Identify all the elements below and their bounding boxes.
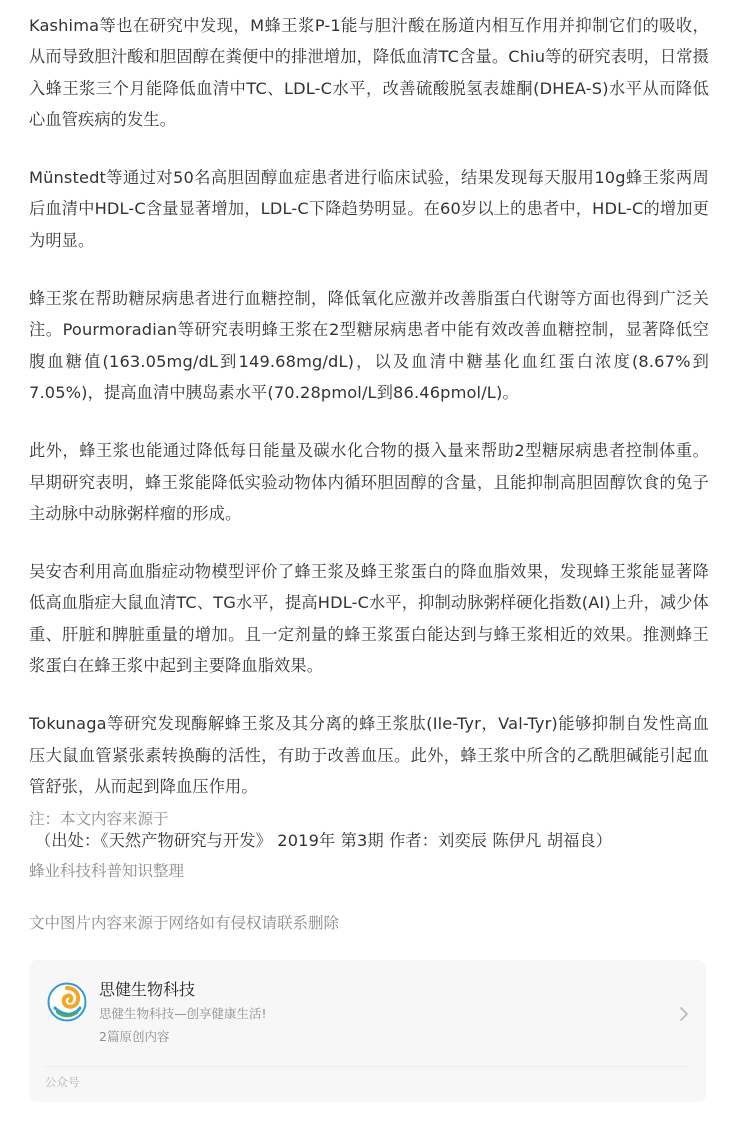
logo-icon xyxy=(47,982,87,1022)
card-divider xyxy=(45,1066,690,1067)
article-body xyxy=(29,10,709,884)
note-source-line: 注：本文内容来源于 xyxy=(29,810,169,828)
paragraph-weight: 此外，蜂王浆也能通过降低每日能量及碳水化合物的摄入量来帮助2型糖尿病患者控制体重。早期研究表明，蜂王浆能降低实验动物体内循环胆固醇的含量，且能抑制高胆固醇饮食的兔子主动脉中动脉粥样瘤的形成。 xyxy=(29,441,709,523)
account-description: 思健生物科技—创享健康生活! xyxy=(99,1006,267,1021)
paragraph-diabetes: 蜂王浆在帮助糖尿病患者进行血糖控制，降低氧化应激并改善脂蛋白代谢等方面也得到广泛关注。Pourmoradian等研究表明蜂王浆在2型糖尿病患者中能有效改善血糖控制，显著降低空腹血糖值(163.05mg/dL到149.68mg/dL)，以及血清中糖基化血红蛋白浓度(8.67%到7.05%)，提高血清中胰岛素水平(70.28pmol/L到86.46pmol/L)。 xyxy=(29,289,709,402)
account-name: 思健生物科技 xyxy=(99,980,196,999)
official-account-card[interactable] xyxy=(29,960,706,1102)
paragraph-kashima: Kashima等也在研究中发现，M蜂王浆P-1能与胆汁酸在肠道内相互作用并抑制它们的吸收，从而导致胆汁酸和胆固醇在粪便中的排泄增加，降低血清TC含量。Chiu等的研究表明，日常摄入蜂王浆三个月能降低血清中TC、LDL-C水平，改善硫酸脱氢表雄酮(DHEA-S)水平从而降低心血管疾病的发生。 xyxy=(29,16,709,129)
chevron-right-icon xyxy=(678,1006,690,1022)
paragraph-blood-lipid: 吴安杏利用高血脂症动物模型评价了蜂王浆及蜂王浆蛋白的降血脂效果，发现蜂王浆能显著降低高血脂症大鼠血清TC、TG水平，提高HDL-C水平，抑制动脉粥样硬化指数(AI)上升，减少体重、肝脏和脾脏重量的增加。且一定剂量的蜂王浆蛋白能达到与蜂王浆相近的效果。推测蜂王浆蛋白在蜂王浆中起到主要降血脂效果。 xyxy=(29,562,709,676)
paragraph-munstedt: Münstedt等通过对50名高胆固醇血症患者进行临床试验，结果发现每天服用10g蜂王浆两周后血清中HDL-C含量显著增加，LDL-C下降趋势明显。在60岁以上的患者中，HDL-C的增加更为明显。 xyxy=(29,168,709,250)
note-copyright-line: 文中图片内容来源于网络如有侵权请联系删除 xyxy=(29,914,340,932)
account-type-label: 公众号 xyxy=(45,1075,80,1089)
original-content-count: 2篇原创内容 xyxy=(99,1029,170,1044)
paragraph-blood-pressure: Tokunaga等研究发现酶解蜂王浆及其分离的蜂王浆肽(Ile-Tyr，Val-Tyr)能够抑制自发性高血压大鼠血管紧张素转换酶的活性，有助于改善血压。此外，蜂王浆中所含的乙酰胆碱能引起血管舒张，从而起到降血压作用。 xyxy=(29,714,709,796)
source-citation: （出处：《天然产物研究与开发》 2019年 第3期 作者：刘奕辰 陈伊凡 胡福良） xyxy=(35,831,613,851)
note-org-line: 蜂业科技科普知识整理 xyxy=(29,862,185,880)
